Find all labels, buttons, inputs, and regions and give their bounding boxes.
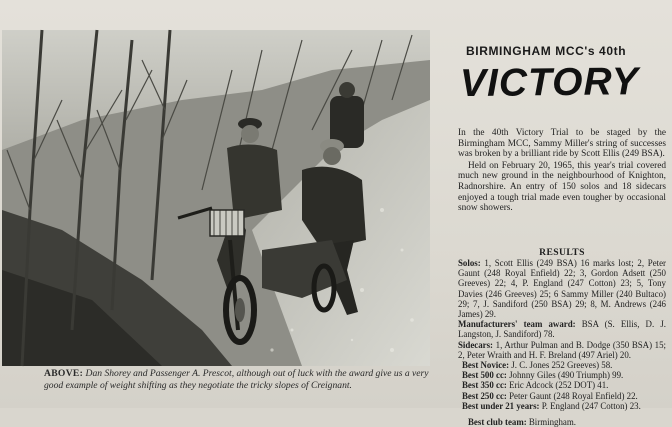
- result-entry: [458, 401, 666, 411]
- intro-paragraph: In the 40th Victory Trial to be staged by the Birmingham MCC, Sammy Miller's string of successes was broken by a brilliant ride by Scott Ellis (249 BSA).: [458, 128, 666, 160]
- result-text: BSA (S. Ellis, D. J. Langston, J. Sandiford) 78.: [458, 319, 666, 340]
- article-headline: VICTORY: [459, 60, 640, 106]
- result-entry: [458, 370, 666, 380]
- caption-text: Dan Shorey and Passenger A. Prescot, although out of luck with the award give us a very good example of weight shifting as they negotiate the tricky slopes of Creignant.: [44, 368, 429, 391]
- result-entry: [458, 380, 666, 390]
- result-text: Peter Gaunt (248 Royal Enfield) 22.: [506, 390, 638, 401]
- result-entry: [458, 319, 666, 339]
- club-team-value: Birmingham.: [526, 417, 576, 427]
- result-entry: [458, 391, 666, 401]
- result-label: Best 250 cc:: [462, 390, 507, 401]
- result-text: 1, Scott Ellis (249 BSA) 16 marks lost; 2, Peter Gaunt (248 Royal Enfield) 22; 3, Gordon Adsett (250 Greeves) 22; 4, P. England (247 Cotton) 23; 5, Tony Davies (246 Greeves) 25; 6 Sammy Miller (240 Bultaco) 29; 7, J. Sandiford (250 BSA) 29; 8, M. Andrews (246 James) 29.: [458, 258, 666, 320]
- results-list: [458, 258, 666, 427]
- photo-illustration: [2, 30, 430, 366]
- result-text: Johnny Giles (490 Triumph) 99.: [506, 370, 624, 381]
- result-entry: [458, 340, 666, 360]
- club-team-label: Best club team:: [468, 417, 527, 427]
- result-text: J. C. Jones 252 Greeves) 58.: [509, 360, 613, 371]
- result-entry: [458, 360, 666, 370]
- article-kicker: BIRMINGHAM MCC's 40th: [466, 44, 627, 58]
- article-column: [438, 0, 668, 427]
- club-team-entry: [458, 417, 666, 427]
- result-text: P. England (247 Cotton) 23.: [539, 400, 641, 411]
- sidecar-trial-photo: [2, 30, 430, 366]
- photo-caption: [44, 368, 432, 391]
- result-text: 1, Arthur Pulman and B. Dodge (350 BSA) 15; 2, Peter Wraith and H. F. Breland (497 Ariel) 20.: [458, 339, 666, 360]
- article-intro: [458, 128, 666, 215]
- results-heading: RESULTS: [539, 247, 585, 258]
- result-label: Best Novice:: [462, 360, 510, 371]
- result-label: Best under 21 years:: [462, 400, 540, 411]
- result-label: Manufacturers' team award:: [458, 319, 576, 330]
- result-label: Solos:: [458, 258, 481, 268]
- result-label: Best 500 cc:: [462, 370, 507, 381]
- caption-lead: ABOVE:: [44, 368, 84, 379]
- intro-paragraph: Held on February 20, 1965, this year's trial covered much new ground in the neighbourhood of Knighton, Radnorshire. An entry of 150 solos and 18 sidecars enjoyed a tough trial made even tougher by occasional snow showers.: [458, 160, 666, 214]
- result-label: Sidecars:: [458, 339, 494, 350]
- result-label: Best 350 cc:: [462, 380, 507, 391]
- result-text: Eric Adcock (252 DOT) 41.: [506, 380, 609, 391]
- result-entry: [458, 258, 666, 319]
